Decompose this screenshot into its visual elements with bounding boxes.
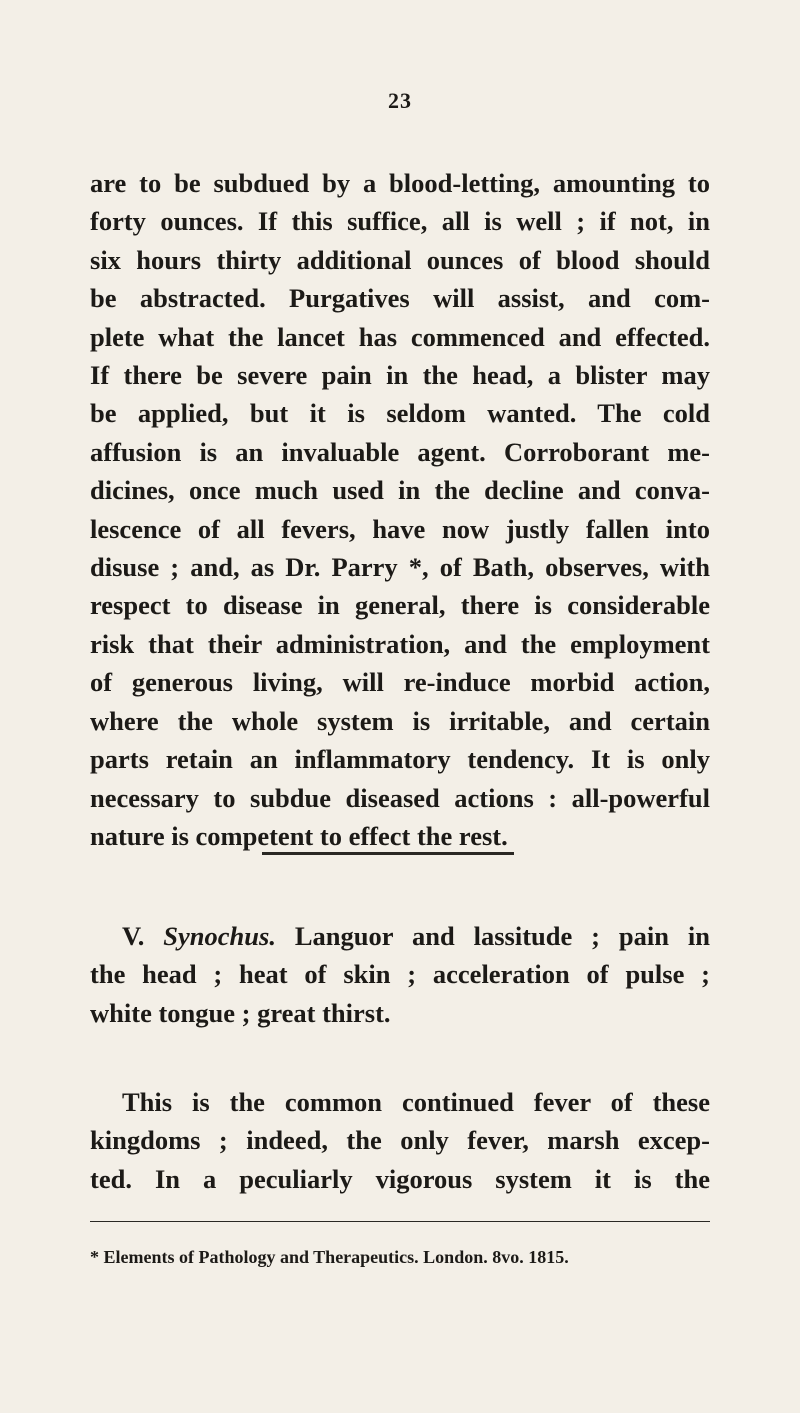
text-line: be abstracted. Purgatives will assist, and com- xyxy=(90,283,710,314)
text-line: be applied, but it is seldom wanted. The cold xyxy=(90,398,710,429)
text-line: lescence of all fevers, have now justly fallen into xyxy=(90,513,710,544)
text-line: parts retain an inflammatory tendency. It is only xyxy=(90,744,710,775)
text-line: the head ; heat of skin ; acceleration of pulse ; xyxy=(90,959,710,990)
section-heading-line xyxy=(90,917,710,955)
text-line: forty ounces. If this suffice, all is well ; if not, in xyxy=(90,206,710,237)
text-line: affusion is an invaluable agent. Corroborant me- xyxy=(90,436,710,467)
footnote: * Elements of Pathology and Therapeutics. London. 8vo. 1815. xyxy=(90,1247,569,1267)
text-line: nature is competent to effect the rest. xyxy=(90,820,508,851)
paragraph-two xyxy=(90,1083,710,1198)
text-line: where the whole system is irritable, and certain xyxy=(90,705,710,736)
text-line: This is the common continued fever of these xyxy=(122,1087,710,1117)
text-line: dicines, once much used in the decline and conva- xyxy=(90,475,710,506)
section-divider xyxy=(262,852,514,855)
text-line: disuse ; and, as Dr. Parry *, of Bath, observes, with xyxy=(90,552,710,583)
section-name: Synochus. xyxy=(163,921,276,951)
text-line: ted. In a peculiarly vigorous system it is the xyxy=(90,1163,710,1194)
text-line: necessary to subdue diseased actions : all-powerful xyxy=(90,782,710,813)
text-line: If there be severe pain in the head, a blister may xyxy=(90,360,710,391)
footnote-divider xyxy=(90,1221,710,1222)
section-synochus xyxy=(90,917,710,1032)
text-line: risk that their administration, and the employment xyxy=(90,628,710,659)
text-line: white tongue ; great thirst. xyxy=(90,997,391,1028)
section-numeral: V. xyxy=(122,921,145,951)
text-line: kingdoms ; indeed, the only fever, marsh excep- xyxy=(90,1125,710,1156)
text-line: respect to disease in general, there is considerable xyxy=(90,590,710,621)
text-line: six hours thirty additional ounces of blood should xyxy=(90,244,710,275)
paragraph-continued xyxy=(90,164,710,855)
text-line: of generous living, will re-induce morbid action, xyxy=(90,667,710,698)
text-line: plete what the lancet has commenced and effected. xyxy=(90,321,710,352)
text-line: are to be subdued by a blood-letting, amounting to xyxy=(90,168,710,198)
section-first-line: Languor and lassitude ; pain in xyxy=(294,921,711,951)
page-number: 23 xyxy=(388,88,412,113)
